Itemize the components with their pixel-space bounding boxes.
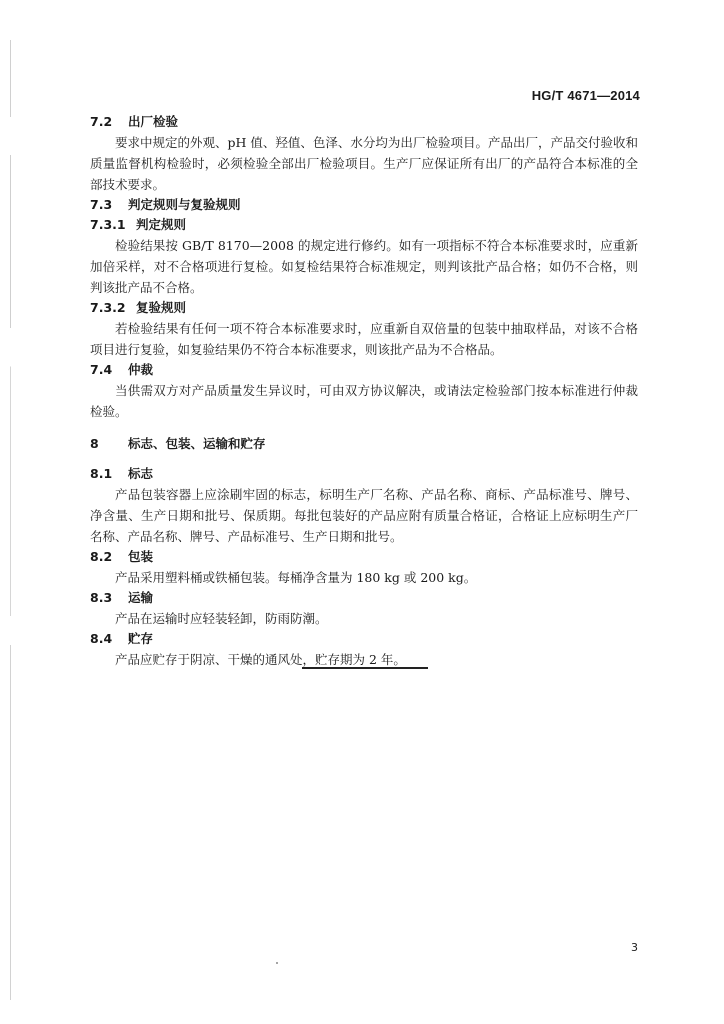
section-number: 7.3.2 [90, 300, 126, 315]
body-paragraph: 产品采用塑料桶或铁桶包装。每桶净含量为 180 kg 或 200 kg。 [115, 570, 477, 585]
section-heading [90, 195, 638, 215]
section-number: 8.3 [90, 590, 113, 605]
document-body [90, 112, 638, 670]
section-heading [90, 464, 638, 484]
section-number: 7.4 [90, 362, 113, 377]
chapter-heading [90, 434, 638, 454]
section-heading [90, 588, 638, 608]
section-title: 判定规则与复验规则 [128, 197, 241, 212]
section-heading [90, 112, 638, 132]
section-number: 8 [90, 436, 99, 451]
section-title: 包装 [128, 549, 154, 564]
section-heading [90, 215, 638, 235]
section-number: 8.2 [90, 549, 113, 564]
scan-speck [276, 962, 278, 964]
end-of-text-rule [302, 667, 428, 669]
section-title: 贮存 [128, 631, 154, 646]
section-number: 7.3 [90, 197, 113, 212]
section-title: 运输 [128, 590, 154, 605]
section-number: 8.4 [90, 631, 113, 646]
page-number: 3 [631, 941, 638, 954]
section-title: 复验规则 [136, 300, 187, 315]
section-title: 出厂检验 [128, 114, 179, 129]
binding-edge-line [10, 40, 11, 1000]
standard-code-header: HG/T 4671—2014 [531, 88, 640, 103]
section-heading [90, 360, 638, 380]
section-number: 8.1 [90, 466, 113, 481]
section-heading [90, 547, 638, 567]
section-number: 7.2 [90, 114, 113, 129]
section-number: 7.3.1 [90, 217, 126, 232]
section-heading [90, 298, 638, 318]
body-paragraph: 要求中规定的外观、pH 值、羟值、色泽、水分均为出厂检验项目。产品出厂，产品交付验收和质量监督机构检验时，必须检验全部出厂检验项目。生产厂应保证所有出厂的产品符合本标准的全部技术要求。 [90, 135, 638, 192]
section-title: 标志、包装、运输和贮存 [128, 436, 266, 451]
body-paragraph: 当供需双方对产品质量发生异议时，可由双方协议解决，或请法定检验部门按本标准进行仲裁检验。 [90, 383, 638, 419]
section-title: 标志 [128, 466, 154, 481]
section-title: 仲裁 [128, 362, 154, 377]
body-paragraph: 若检验结果有任何一项不符合本标准要求时，应重新自双倍量的包装中抽取样品，对该不合格项目进行复验，如复验结果仍不符合本标准要求，则该批产品为不合格品。 [90, 321, 638, 357]
section-title: 判定规则 [136, 217, 187, 232]
body-paragraph: 产品应贮存于阴凉、干燥的通风处，贮存期为 2 年。 [115, 652, 406, 667]
body-paragraph: 检验结果按 GB/T 8170—2008 的规定进行修约。如有一项指标不符合本标准要求时，应重新加倍采样，对不合格项进行复检。如复检结果符合标准规定，则判该批产品合格；如仍不合格，则判该批产品不合格。 [90, 238, 638, 295]
section-heading [90, 629, 638, 649]
body-paragraph: 产品包装容器上应涂刷牢固的标志，标明生产厂名称、产品名称、商标、产品标准号、牌号、净含量、生产日期和批号、保质期。每批包装好的产品应附有质量合格证，合格证上应标明生产厂名称、产品名称、牌号、产品标准号、生产日期和批号。 [90, 487, 638, 544]
body-paragraph: 产品在运输时应轻装轻卸，防雨防潮。 [115, 611, 328, 626]
